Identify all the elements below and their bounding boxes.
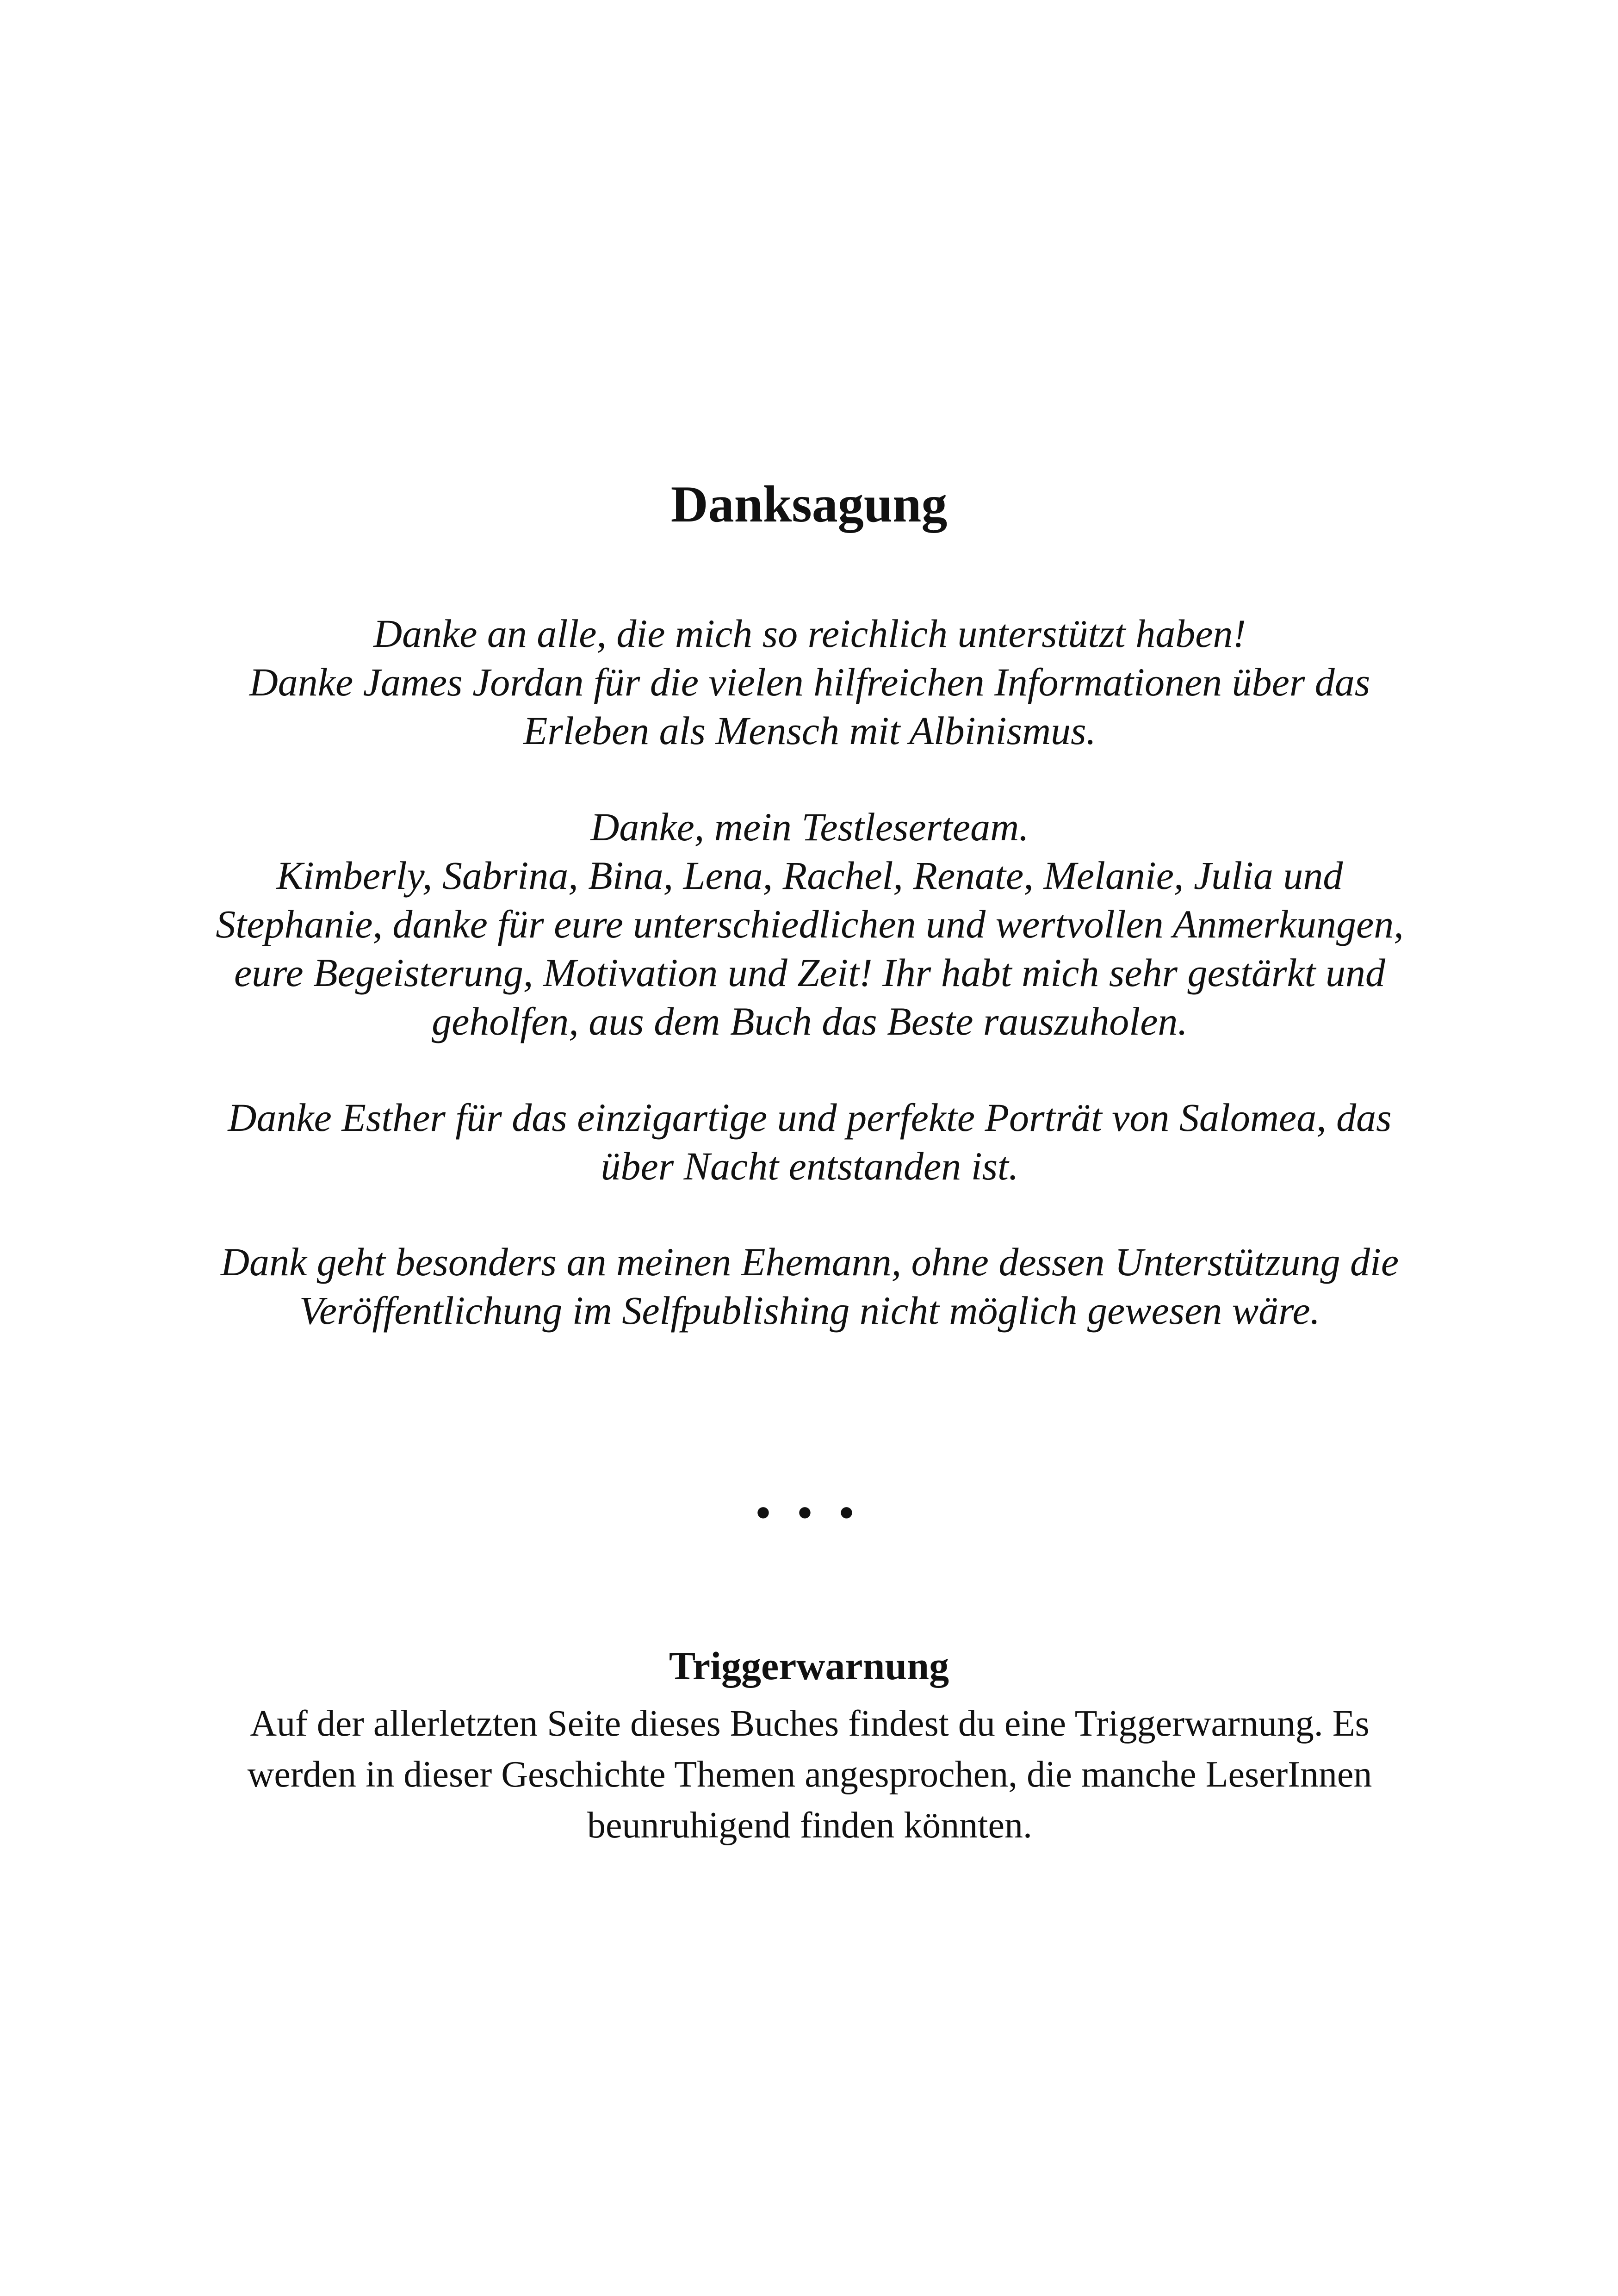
text-line: eure Begeisterung, Motivation und Zeit! Ihr habt mich sehr gestärkt und: [234, 950, 1386, 995]
text-line: Kimberly, Sabrina, Bina, Lena, Rachel, Renate, Melanie, Julia und: [276, 853, 1343, 898]
text-line: werden in dieser Geschichte Themen angesprochen, die manche LeserInnen: [247, 1754, 1372, 1795]
text-line: Danke, mein Testleserteam.: [590, 805, 1029, 849]
text-line: Auf der allerletzten Seite dieses Buches findest du eine Triggerwarnung. Es: [250, 1703, 1370, 1744]
text-line: Dank geht besonders an meinen Ehemann, ohne dessen Unterstützung die: [220, 1240, 1399, 1284]
text-line: Erleben als Mensch mit Albinismus.: [523, 708, 1097, 753]
text-line: Veröffentlichung im Selfpublishing nicht möglich gewesen wäre.: [299, 1288, 1320, 1333]
text-line: Danke Esther für das einzigartige und perfekte Porträt von Salomea, das: [228, 1095, 1392, 1140]
text-line: Danke James Jordan für die vielen hilfreichen Informationen über das: [249, 660, 1370, 704]
text-line: Stephanie, danke für eure unterschiedlichen und wertvollen Anmerkungen,: [216, 902, 1404, 946]
acknowledgements-heading: Danksagung: [670, 476, 948, 533]
trigger-warning-text: [167, 1698, 1453, 1851]
text-line: geholfen, aus dem Buch das Beste rauszuholen.: [432, 999, 1188, 1043]
text-line: Danke an alle, die mich so reichlich unterstützt haben!: [373, 611, 1246, 656]
acknowledgement-paragraph: [167, 1093, 1453, 1191]
acknowledgement-paragraph: [167, 803, 1453, 1046]
text-line: über Nacht entstanden ist.: [601, 1144, 1019, 1188]
text-line: beunruhigend finden könnten.: [587, 1805, 1032, 1846]
acknowledgement-paragraph: [167, 1238, 1453, 1335]
trigger-warning-heading: Triggerwarnung: [669, 1644, 949, 1688]
section-separator: • • •: [756, 1490, 862, 1536]
acknowledgement-paragraph: [167, 609, 1453, 755]
